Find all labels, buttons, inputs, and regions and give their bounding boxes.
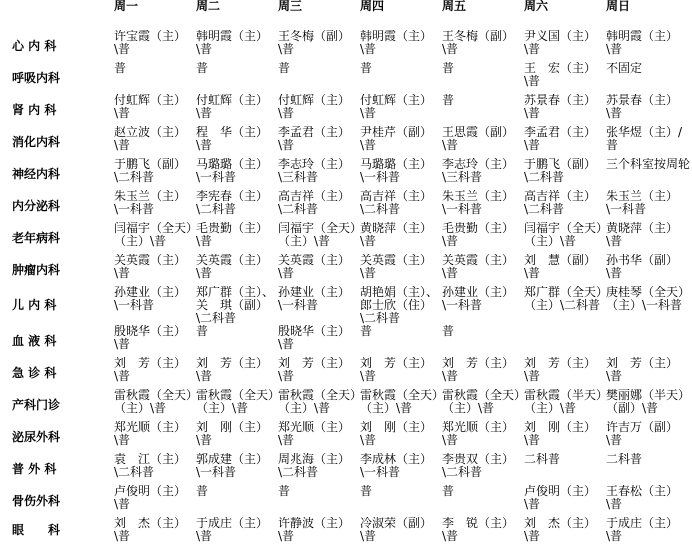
- day-header: 周五: [442, 0, 467, 13]
- schedule-cell: 韩明霞（主）\普: [360, 30, 433, 56]
- department-label: 骨伤外科: [12, 493, 61, 508]
- table-row: [0, 254, 692, 286]
- schedule-cell: 赵立波（主）\普: [114, 126, 187, 152]
- table-row: [0, 421, 692, 453]
- day-header: 周六: [524, 0, 549, 13]
- schedule-cell: 殷晓华（主）\普: [278, 325, 351, 351]
- schedule-cell: [522, 325, 604, 357]
- schedule-cell: 刘 芳（主）\普: [360, 357, 433, 383]
- schedule-cell: 李孟君（主）\普: [278, 126, 351, 152]
- table-row: [0, 62, 692, 94]
- department-label: 心 内 科: [12, 38, 57, 53]
- schedule-cell: 马璐璐（主）\一科普: [360, 158, 433, 184]
- table-row: [0, 389, 692, 421]
- schedule-cell: 刘 慧（副）\普: [524, 254, 597, 280]
- schedule-cell: 闫福宇（全天）（主）\普: [114, 222, 193, 248]
- department-label: 急 诊 科: [12, 365, 57, 380]
- header-row: [0, 0, 692, 30]
- department-label: 普 外 科: [12, 461, 57, 476]
- schedule-cell: 普: [278, 62, 291, 75]
- schedule-cell: 郑光顺（主）\普: [278, 421, 351, 447]
- schedule-cell: 樊丽娜（半天）（副）\普: [606, 389, 691, 415]
- schedule-cell: 李成林（主）\一科普: [360, 453, 433, 479]
- schedule-cell: 普: [360, 485, 373, 498]
- department-label: 泌尿外科: [12, 429, 61, 444]
- schedule-cell: 韩明霞（主）\普: [606, 30, 679, 56]
- table-row: [0, 30, 692, 62]
- schedule-cell: 朱玉兰（主）\一科普: [606, 190, 679, 216]
- schedule-cell: 付虹辉（主）\普: [360, 94, 433, 120]
- table-row: [0, 485, 692, 517]
- schedule-cell: 毛贵勤（主）\普: [196, 222, 269, 248]
- schedule-cell: 李孟君（主）\普: [524, 126, 597, 152]
- schedule-cell: 普: [360, 325, 373, 338]
- schedule-cell: 朱玉兰（主）\一科普: [114, 190, 187, 216]
- schedule-cell: 王 宏（主）\普: [524, 62, 597, 88]
- schedule-cell: 黄晓萍（主）\普: [360, 222, 433, 248]
- schedule-cell: 尹义国（主）\普: [524, 30, 597, 56]
- day-header: 周三: [278, 0, 303, 13]
- schedule-cell: 于鹏飞（副）\二科普: [524, 158, 597, 184]
- schedule-cell: 刘 芳（主）\普: [606, 357, 679, 383]
- department-label: 消化内科: [12, 134, 61, 149]
- day-header: 周二: [196, 0, 221, 13]
- department-label: 肾 内 科: [12, 102, 57, 117]
- schedule-cell: 李志玲（主）\三科普: [278, 158, 351, 184]
- day-header: 周四: [360, 0, 385, 13]
- schedule-cell: 闫福宇（全天）（主）\普: [278, 222, 357, 248]
- schedule-cell: 雷秋霞（全天）（主）\普: [114, 389, 193, 415]
- schedule-cell: 普: [114, 62, 127, 75]
- schedule-cell: 普: [196, 325, 209, 338]
- schedule-cell: 雷秋霞（半天）（主）\普: [524, 389, 603, 415]
- schedule-cell: 普: [196, 62, 209, 75]
- schedule-cell: 普: [442, 62, 455, 75]
- schedule-cell: 雷秋霞（全天）（主）\普: [442, 389, 521, 415]
- schedule-cell: 刘 刚（主）\普: [360, 421, 433, 447]
- schedule-cell: 刘 芳（主）\普: [114, 357, 187, 383]
- table-row: [0, 357, 692, 389]
- schedule-cell: 程 华（主）\普: [196, 126, 269, 152]
- schedule-cell: 三个科室按周轮: [606, 158, 691, 171]
- schedule-cell: 孙建业（主）\一科普: [114, 286, 187, 312]
- schedule-cell: 黄晓萍（主）\普: [606, 222, 679, 248]
- department-label: 老年病科: [12, 230, 61, 245]
- schedule-cell: 关英霞（主）\普: [196, 254, 269, 280]
- schedule-cell: 关英霞（主）\普: [278, 254, 351, 280]
- table-row: [0, 94, 692, 126]
- schedule-cell: 刘 芳（主）\普: [524, 357, 597, 383]
- corner-cell: [0, 0, 112, 30]
- schedule-cell: 高吉祥（主）\二科普: [360, 190, 433, 216]
- schedule-cell: 王冬梅（副）\普: [442, 30, 515, 56]
- schedule-cell: 王冬梅（副）\普: [278, 30, 351, 56]
- schedule-cell: 郑光顺（主）\普: [442, 421, 515, 447]
- table-row: [0, 158, 692, 190]
- schedule-cell: 朱玉兰（主）\一科普: [442, 190, 515, 216]
- schedule-cell: 许静波（主）\普: [278, 517, 351, 543]
- schedule-cell: 刘 芳（主）\普: [196, 357, 269, 383]
- schedule-cell: 郑广群（主）、关 琪（副）\二科普: [196, 286, 275, 325]
- table-row: [0, 453, 692, 485]
- schedule-cell: 刘 刚（主）\普: [196, 421, 269, 447]
- schedule-cell: 普: [442, 485, 455, 498]
- schedule-cell: 雷秋霞（全天）（主）\普: [360, 389, 439, 415]
- department-label: 肿瘤内科: [12, 262, 61, 277]
- schedule-cell: 雷秋霞（全天）（主）\普: [278, 389, 357, 415]
- schedule-cell: 郑广群（全天）（主）\二科普: [524, 286, 603, 312]
- schedule-cell: 孙建业（主）\一科普: [278, 286, 351, 312]
- table-row: [0, 126, 692, 158]
- schedule-cell: 高吉祥（主）\二科普: [278, 190, 351, 216]
- department-label: 儿 内 科: [12, 298, 57, 312]
- day-header: 周日: [606, 0, 631, 13]
- schedule-cell: 孙建业（主）\一科普: [442, 286, 515, 312]
- table-row: [0, 517, 692, 543]
- schedule-cell: 关英霞（主）\普: [360, 254, 433, 280]
- schedule-cell: 袁 江（主）\二科普: [114, 453, 187, 479]
- department-label: 内分泌科: [12, 198, 61, 213]
- department-label: 神经内科: [12, 166, 61, 181]
- schedule-cell: 郑光顺（主）\普: [114, 421, 187, 447]
- schedule-cell: 关英霞（主）\普: [114, 254, 187, 280]
- department-label: 眼 科: [12, 522, 61, 537]
- table-row: [0, 286, 692, 325]
- schedule-cell: 周兆海（主）\二科普: [278, 453, 351, 479]
- schedule-cell: 关英霞（主）\普: [442, 254, 515, 280]
- schedule-cell: 尹桂芹（副）\普: [360, 126, 433, 152]
- schedule-cell: 胡艳娟（主）、郎士欣（住）\二科普: [360, 286, 439, 325]
- schedule-cell: 冷淑荣（副）\普: [360, 517, 433, 543]
- schedule-cell: 于成庄（主）\普: [196, 517, 269, 543]
- schedule-cell: 普: [360, 62, 373, 75]
- schedule-cell: [604, 325, 692, 357]
- schedule-cell: 王春松（主）\普: [606, 485, 679, 511]
- schedule-cell: 高吉祥（主）\二科普: [524, 190, 597, 216]
- table-row: [0, 190, 692, 222]
- schedule-cell: 普: [278, 485, 291, 498]
- schedule-cell: 卢俊明（主）\普: [114, 485, 187, 511]
- department-label: 血 液 科: [12, 333, 57, 348]
- day-header: 周一: [114, 0, 139, 13]
- schedule-cell: 许宝霞（主）\普: [114, 30, 187, 56]
- schedule-cell: 普: [442, 325, 455, 338]
- schedule-cell: 李志玲（主）\三科普: [442, 158, 515, 184]
- schedule-cell: 韩明霞（主）\普: [196, 30, 269, 56]
- schedule-cell: 刘 杰（主）\普: [524, 517, 597, 543]
- schedule-cell: 郭成建（主）\一科普: [196, 453, 269, 479]
- schedule-cell: 普: [196, 485, 209, 498]
- schedule-cell: 不固定: [606, 62, 643, 75]
- schedule-cell: 雷秋霞（全天）（主）\普: [196, 389, 275, 415]
- schedule-cell: 二科普: [606, 453, 643, 466]
- department-label: 呼吸内科: [12, 70, 61, 85]
- schedule-cell: 闫福宇（全天）（主）\普: [524, 222, 603, 248]
- schedule-cell: 王思霞（副）\普: [442, 126, 515, 152]
- schedule-cell: 付虹辉（主）\普: [196, 94, 269, 120]
- schedule-cell: 殷晓华（主）\普: [114, 325, 187, 351]
- schedule-cell: 于鹏飞（副）\二科普: [114, 158, 187, 184]
- schedule-cell: 庚桂琴（全天）（主）\一科普: [606, 286, 691, 312]
- department-label: 产科门诊: [12, 397, 61, 412]
- schedule-cell: 张华煜（主）/普: [606, 126, 683, 152]
- schedule-cell: 付虹辉（主）\普: [114, 94, 187, 120]
- schedule-cell: 刘 芳（主）\普: [278, 357, 351, 383]
- schedule-cell: 付虹辉（主）\普: [278, 94, 351, 120]
- schedule-cell: 许吉万（副）\普: [606, 421, 679, 447]
- schedule-cell: 毛贵勤（主）\普: [442, 222, 515, 248]
- schedule-cell: 刘 杰（主）\普: [114, 517, 187, 543]
- schedule-cell: 马璐璐（主）\一科普: [196, 158, 269, 184]
- schedule-cell: 苏景春（主）\普: [524, 94, 597, 120]
- schedule-cell: 孙书华（副）\普: [606, 254, 679, 280]
- schedule-cell: 卢俊明（主）\普: [524, 485, 597, 511]
- schedule-cell: 二科普: [524, 453, 561, 466]
- schedule-cell: 苏景春（主）\普: [606, 94, 679, 120]
- table-row: [0, 222, 692, 254]
- schedule-cell: 普: [442, 94, 455, 107]
- schedule-cell: 刘 芳（主）\普: [442, 357, 515, 383]
- schedule-cell: 李贵双（主）\二科普: [442, 453, 515, 479]
- schedule-cell: 李 锐（主）\普: [442, 517, 515, 543]
- schedule-cell: 刘 刚（主）\普: [524, 421, 597, 447]
- table-row: [0, 325, 692, 357]
- schedule-cell: 于成庄（主）\普: [606, 517, 679, 543]
- schedule-cell: 李宪春（主）\二科普: [196, 190, 269, 216]
